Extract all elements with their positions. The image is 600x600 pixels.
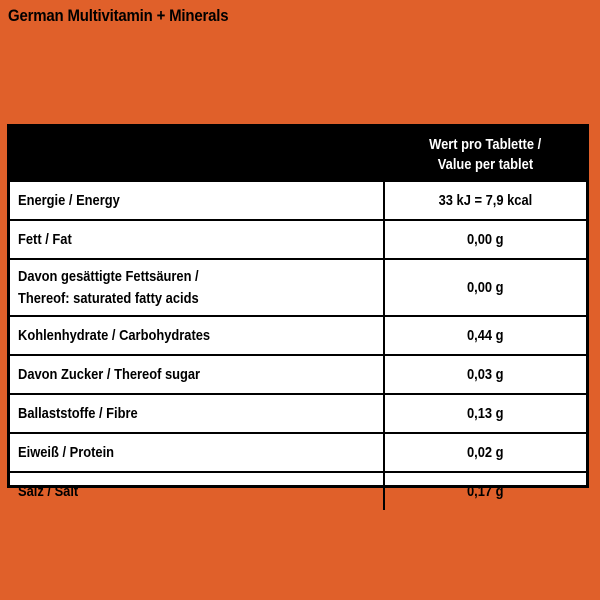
table-row-fibre <box>10 394 586 433</box>
header-line-2: Value per tablet <box>437 155 533 173</box>
row-value: 0,44 g <box>384 316 586 355</box>
row-label: Davon Zucker / Thereof sugar <box>10 355 384 394</box>
row-label: Eiweiß / Protein <box>10 433 384 472</box>
row-value: 0,03 g <box>384 355 586 394</box>
nutrition-table <box>10 127 586 510</box>
row-value: 0,13 g <box>384 394 586 433</box>
table-row-protein <box>10 433 586 472</box>
table-row-salt <box>10 472 586 510</box>
row-label: Davon gesättigte Fettsäuren / Thereof: saturated fatty acids <box>10 259 384 316</box>
header-value-column <box>384 127 586 182</box>
row-label: Kohlenhydrate / Carbohydrates <box>10 316 384 355</box>
table-header-row <box>10 127 586 182</box>
row-value: 0,02 g <box>384 433 586 472</box>
row-label: Salz / Salt <box>10 472 384 510</box>
row-label: Fett / Fat <box>10 220 384 259</box>
table-row-saturated-fat <box>10 259 586 316</box>
row-label: Ballaststoffe / Fibre <box>10 394 384 433</box>
row-value: 0,00 g <box>384 259 586 316</box>
nutrition-table-panel <box>7 124 589 500</box>
row-value: 0,17 g <box>384 472 586 510</box>
table-row-sugar <box>10 355 586 394</box>
header-blank-cell <box>10 127 384 182</box>
row-label: Energie / Energy <box>10 182 384 220</box>
table-row-energy <box>10 182 586 220</box>
table-row-carbohydrates <box>10 316 586 355</box>
row-value: 0,00 g <box>384 220 586 259</box>
product-title: German Multivitamin + Minerals <box>8 6 229 25</box>
table-row-fat <box>10 220 586 259</box>
header-line-1: Wert pro Tablette / <box>428 135 542 153</box>
row-value: 33 kJ = 7,9 kcal <box>438 192 533 209</box>
